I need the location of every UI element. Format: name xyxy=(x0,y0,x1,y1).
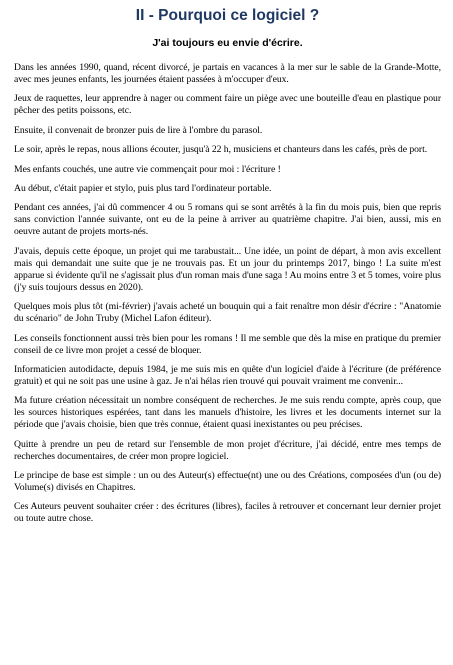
page-subtitle: J'ai toujours eu envie d'écrire. xyxy=(152,37,303,49)
paragraph: Ma future création nécessitait un nombre conséquent de recherches. Je me suis rendu compte, après coup, que les sources historiques espérées, tant dans les manuels d'histoire, les livres et les documents internet sur la période que j'avais choisie, bien que très connue, étaient quasi inexistantes ou peu précises. xyxy=(14,395,441,431)
paragraph: Jeux de raquettes, leur apprendre à nager ou comment faire un piège avec une bouteille d'eau en plastique pour pêcher des petits poissons, etc. xyxy=(14,93,441,117)
paragraph: Quitte à prendre un peu de retard sur l'ensemble de mon projet d'écriture, j'ai décidé, entre mes temps de recherches documentaires, de créer mon propre logiciel. xyxy=(14,438,441,462)
paragraph: Mes enfants couchés, une autre vie commençait pour moi : l'écriture ! xyxy=(14,163,281,175)
paragraph: Dans les années 1990, quand, récent divorcé, je partais en vacances à la mer sur le sable de la Grande-Motte, avec mes jeunes enfants, les journées étaient passées à m'occuper d'eux. xyxy=(14,62,441,85)
paragraph: Pendant ces années, j'ai dû commencer 4 ou 5 romans qui se sont arrêtés à la fin du mois puis, bien que repris sans conviction l'année suivante, ont eu de la peine à arriver au quatrième chapitre. J'ai bien, aussi, mis en oeuvre autant de projets morts-nés. xyxy=(14,202,441,238)
paragraph: Les conseils fonctionnent aussi très bien pour les romans ! Il me semble que dès la mise en pratique du premier conseil de ce livre mon projet a cessé de bloquer. xyxy=(14,332,441,356)
paragraph: Ces Auteurs peuvent souhaiter créer : des écritures (libres), faciles à retrouver et concernant leur dernier projet ou toute autre chose. xyxy=(14,501,441,525)
paragraph: Au début, c'était papier et stylo, puis plus tard l'ordinateur portable. xyxy=(14,182,272,194)
paragraph: Informaticien autodidacte, depuis 1984, je me suis mis en quête d'un logiciel d'aide à l'écriture (de préférence gratuit) et qui ne soit pas une usine à gaz. Je n'ai hélas rien trouvé qui pouvait vraiment me convenir... xyxy=(14,363,441,387)
paragraph: Ensuite, il convenait de bronzer puis de lire à l'ombre du parasol. xyxy=(14,124,263,136)
paragraph: Le soir, après le repas, nous allions écouter, jusqu'à 22 h, musiciens et chanteurs dans les cafés, près de port. xyxy=(14,144,428,156)
paragraph: Quelques mois plus tôt (mi-février) j'avais acheté un bouquin qui a fait renaître mon désir d'écrire : "Anatomie du scénario" de John Truby (Michel Lafon éditeur). xyxy=(14,301,441,325)
page-title: II - Pourquoi ce logiciel ? xyxy=(135,7,320,24)
paragraph: Le principe de base est simple : un ou des Auteur(s) effectue(nt) une ou des Créations, composées d'un (ou de) Volume(s) divisés en Chapitres. xyxy=(14,470,441,494)
body-text xyxy=(14,62,441,525)
paragraph: J'avais, depuis cette époque, un projet qui me tarabustait... Une idée, un point de départ, à mon avis excellent mais qui demandait une suite que je ne trouvais pas. Et un jour du printemps 2017, bingo ! La suite m'est apparue si évidente qu'il ne s'agissait plus d'un roman mais d'une saga ! Au moins entre 3 et 5 tomes, voire plus (j'y suis toujours dessus en 2020). xyxy=(14,245,441,293)
